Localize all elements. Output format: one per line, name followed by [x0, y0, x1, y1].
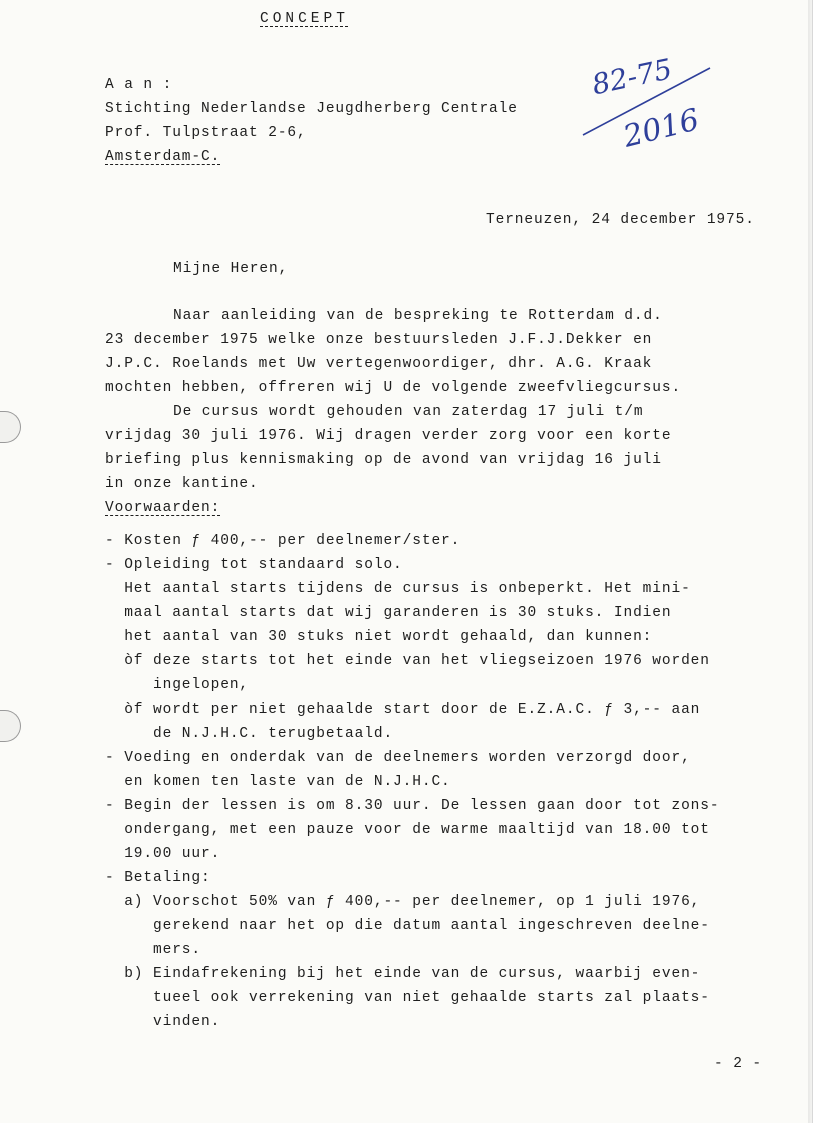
condition-line: tueel ook verrekening van niet gehaalde starts zal plaats- [105, 990, 710, 1006]
condition-line: - Voeding en onderdak van de deelnemers worden verzorgd door, [105, 750, 691, 766]
condition-line: gerekend naar het op die datum aantal ingeschreven deelne- [105, 918, 710, 934]
condition-line: - Kosten ƒ 400,-- per deelnemer/ster. [105, 533, 461, 549]
condition-line: ingelopen, [105, 677, 250, 693]
address-aan: A a n : [105, 77, 173, 93]
para1-line-2: 23 december 1975 welke onze bestuursleden J.F.J.Dekker en [105, 332, 653, 348]
condition-line: b) Eindafrekening bij het einde van de cursus, waarbij even- [105, 966, 701, 982]
page-edge [808, 0, 812, 1123]
para2-line-3: briefing plus kennismaking op de avond van vrijdag 16 juli [105, 452, 662, 468]
condition-line: - Opleiding tot standaard solo. [105, 557, 403, 573]
condition-line: mers. [105, 942, 202, 958]
punch-hole-bottom [0, 710, 21, 742]
handwritten-number-top: 82-75 [589, 52, 675, 102]
condition-line: maal aantal starts dat wij garanderen is 30 stuks. Indien [105, 605, 672, 621]
punch-hole-top [0, 411, 21, 443]
condition-line: - Betaling: [105, 870, 211, 886]
condition-line: a) Voorschot 50% van ƒ 400,-- per deelnemer, op 1 juli 1976, [105, 894, 701, 910]
condition-line: de N.J.H.C. terugbetaald. [105, 726, 394, 742]
condition-line: en komen ten laste van de N.J.H.C. [105, 774, 451, 790]
para2-line-2: vrijdag 30 juli 1976. Wij dragen verder zorg voor een korte [105, 428, 672, 444]
salutation: Mijne Heren, [173, 261, 289, 277]
para1-line-1: Naar aanleiding van de bespreking te Rotterdam d.d. [173, 308, 663, 324]
handwritten-number-bottom: 2016 [620, 102, 703, 155]
concept-heading: CONCEPT [260, 11, 349, 27]
page-marker: - 2 - [714, 1056, 763, 1072]
para2-line-4: in onze kantine. [105, 476, 259, 492]
address-line-2: Prof. Tulpstraat 2-6, [105, 125, 307, 141]
condition-line: òf deze starts tot het einde van het vliegseizoen 1976 worden [105, 653, 710, 669]
condition-line: ondergang, met een pauze voor de warme maaltijd van 18.00 tot [105, 822, 710, 838]
condition-line: 19.00 uur. [105, 846, 221, 862]
condition-line: vinden. [105, 1014, 221, 1030]
condition-line: Het aantal starts tijdens de cursus is onbeperkt. Het mini- [105, 581, 691, 597]
condition-line: het aantal van 30 stuks niet wordt gehaald, dan kunnen: [105, 629, 653, 645]
conditions-heading: Voorwaarden: [105, 500, 221, 516]
dateline: Terneuzen, 24 december 1975. [486, 212, 755, 228]
condition-line: - Begin der lessen is om 8.30 uur. De lessen gaan door tot zons- [105, 798, 720, 814]
para1-line-3: J.P.C. Roelands met Uw vertegenwoordiger, dhr. A.G. Kraak [105, 356, 653, 372]
address-line-1: Stichting Nederlandse Jeugdherberg Centrale [105, 101, 518, 117]
handwritten-annotation [575, 50, 725, 160]
condition-line: òf wordt per niet gehaalde start door de E.Z.A.C. ƒ 3,-- aan [105, 702, 701, 718]
address-line-3: Amsterdam-C. [105, 149, 221, 165]
para1-line-4: mochten hebben, offreren wij U de volgende zweefvliegcursus. [105, 380, 682, 396]
para2-line-1: De cursus wordt gehouden van zaterdag 17 juli t/m [173, 404, 644, 420]
